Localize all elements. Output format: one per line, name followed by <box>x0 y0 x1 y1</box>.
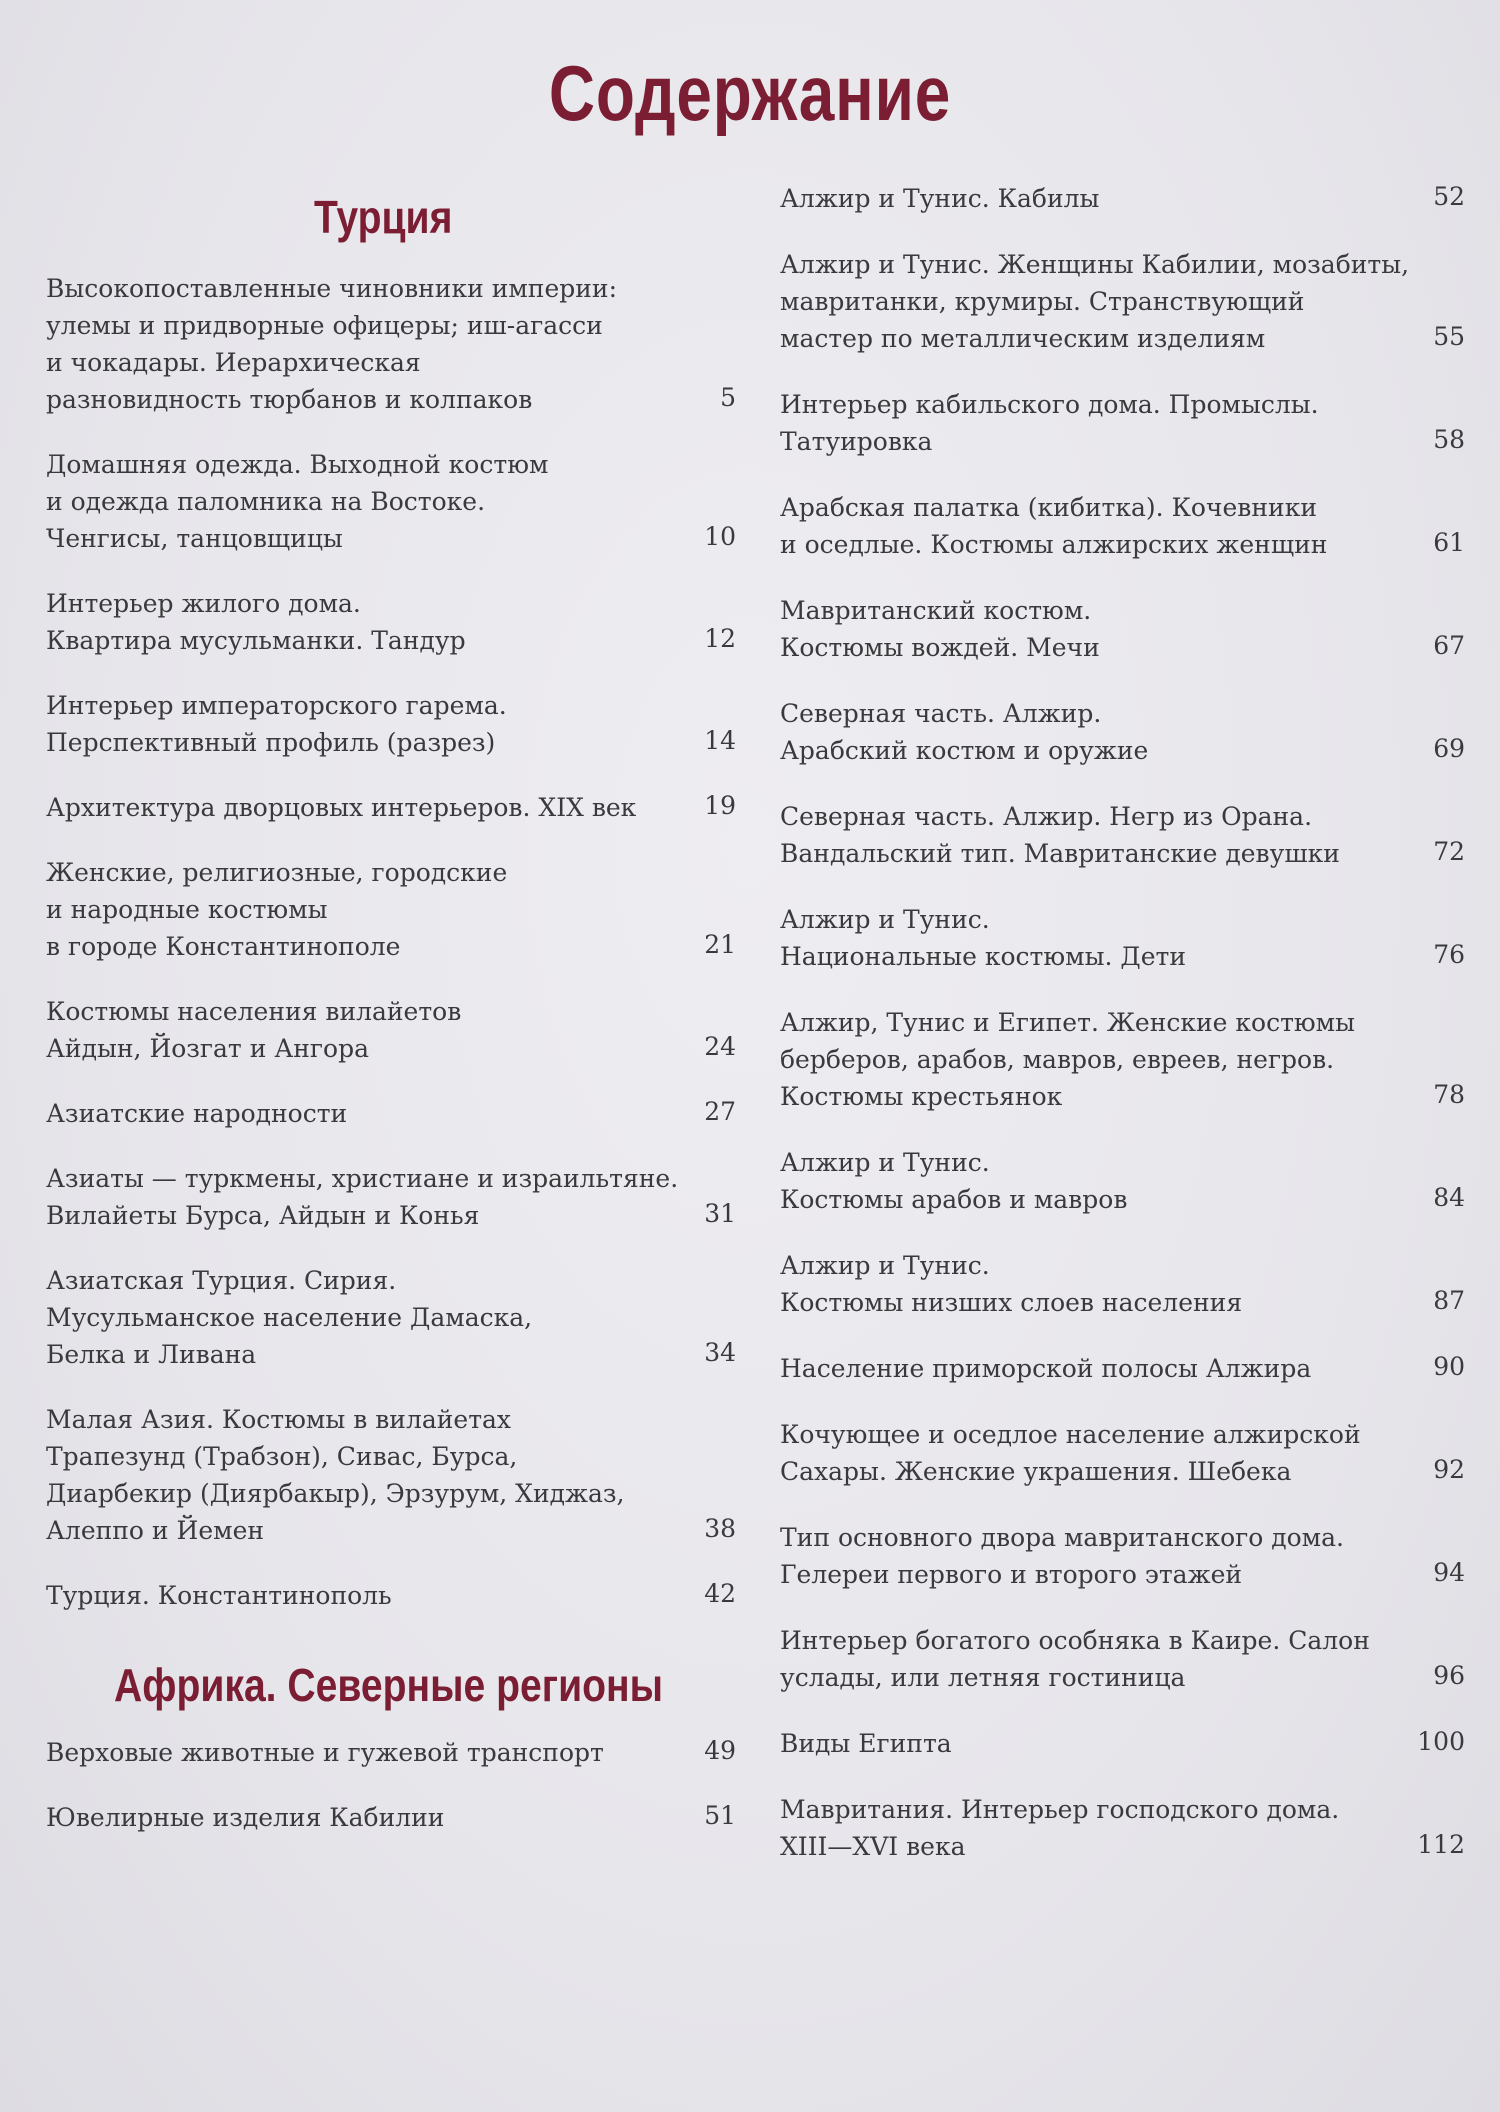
toc-entry-title-line: Алеппо и Йемен <box>46 1516 265 1545</box>
toc-entry <box>780 1416 1465 1490</box>
toc-entry-page-number: 27 <box>704 1097 736 1126</box>
toc-entry <box>46 854 736 965</box>
toc-entry-page-number: 92 <box>1433 1455 1465 1484</box>
toc-entry-title-line: Алжир и Тунис. <box>780 1148 990 1177</box>
toc-entry <box>780 798 1465 872</box>
toc-entry-page-number: 19 <box>704 791 736 820</box>
toc-entry <box>780 1791 1465 1865</box>
toc-entry-title-line: Костюмы крестьянок <box>780 1082 1063 1111</box>
toc-entry-title-line: Айдын, Йозгат и Ангора <box>46 1034 369 1063</box>
toc-entry-title-line: Квартира мусульманки. Тандур <box>46 626 466 655</box>
toc-entry-title-line: Мавританский костюм. <box>780 596 1092 625</box>
toc-entry <box>780 489 1465 563</box>
toc-entry <box>780 1144 1465 1218</box>
toc-entry-page-number: 14 <box>704 726 736 755</box>
toc-entry-title-line: Костюмы низших слоев населения <box>780 1288 1243 1317</box>
africa-entries-left <box>46 1734 736 1836</box>
toc-entry-title-line: Алжир, Тунис и Египет. Женские костюмы <box>780 1008 1356 1037</box>
toc-entry-page-number: 69 <box>1433 734 1465 763</box>
toc-entry-page-number: 90 <box>1433 1352 1465 1381</box>
toc-entry <box>780 1247 1465 1321</box>
toc-entry-title-line: Интерьер кабильского дома. Промыслы. <box>780 390 1319 419</box>
toc-entry <box>46 789 736 826</box>
toc-entry-title-line: Высокопоставленные чиновники империи: <box>46 274 618 303</box>
toc-entry-title-line: Костюмы арабов и мавров <box>780 1185 1128 1214</box>
toc-entry <box>46 1577 736 1614</box>
toc-entry-title-line: Сахары. Женские украшения. Шебека <box>780 1457 1292 1486</box>
toc-entry <box>46 1262 736 1373</box>
toc-entry-page-number: 84 <box>1433 1183 1465 1212</box>
toc-entry <box>780 1725 1465 1762</box>
toc-entry-page-number: 78 <box>1433 1080 1465 1109</box>
toc-entry-title-line: и чокадары. Иерархическая <box>46 348 421 377</box>
toc-entry <box>780 1350 1465 1387</box>
toc-entry <box>46 1401 736 1549</box>
toc-entry-title-line: Верховые животные и гужевой транспорт <box>46 1738 604 1767</box>
toc-entry <box>780 1004 1465 1115</box>
toc-entry-page-number: 52 <box>1433 182 1465 211</box>
toc-entry-title-line: Виды Египта <box>780 1729 952 1758</box>
toc-entry-title-line: разновидность тюрбанов и колпаков <box>46 385 533 414</box>
toc-entry-title-line: Архитектура дворцовых интерьеров. XIX век <box>46 793 637 822</box>
toc-entry-title-line: Северная часть. Алжир. Негр из Орана. <box>780 802 1313 831</box>
toc-entry <box>780 180 1465 217</box>
toc-entry-title-line: Интерьер жилого дома. <box>46 589 361 618</box>
toc-entry-title-line: Диарбекир (Диярбакыр), Эрзурум, Хиджаз, <box>46 1479 625 1508</box>
toc-entry-title-line: Малая Азия. Костюмы в вилайетах <box>46 1405 512 1434</box>
toc-entry-page-number: 10 <box>704 522 736 551</box>
toc-entry-page-number: 94 <box>1433 1558 1465 1587</box>
toc-entry-title-line: Алжир и Тунис. <box>780 905 990 934</box>
toc-entry <box>780 901 1465 975</box>
toc-entry-title-line: Ченгисы, танцовщицы <box>46 524 343 553</box>
toc-entry-page-number: 34 <box>704 1338 736 1367</box>
toc-entry-page-number: 5 <box>720 383 736 412</box>
toc-entry-title-line: Тип основного двора мавританского дома. <box>780 1523 1344 1552</box>
toc-entry-title-line: Интерьер императорского гарема. <box>46 691 507 720</box>
toc-entry-title-line: Северная часть. Алжир. <box>780 699 1102 728</box>
toc-entry-title-line: Перспективный профиль (разрез) <box>46 728 496 757</box>
toc-entry <box>780 1622 1465 1696</box>
right-column <box>780 180 1465 1894</box>
toc-entry-page-number: 72 <box>1433 837 1465 866</box>
toc-entry-title-line: Вандальский тип. Мавританские девушки <box>780 839 1340 868</box>
toc-entry-title-line: Алжир и Тунис. Женщины Кабилии, мозабиты, <box>780 250 1410 279</box>
page-title: Содержание <box>548 49 952 137</box>
toc-entry-title-line: в городе Константинополе <box>46 932 401 961</box>
toc-entry-title-line: и оседлые. Костюмы алжирских женщин <box>780 530 1328 559</box>
toc-entry <box>46 1734 736 1771</box>
left-column <box>46 190 736 1864</box>
toc-entry-title-line: Домашняя одежда. Выходной костюм <box>46 450 549 479</box>
toc-entry-page-number: 49 <box>704 1736 736 1765</box>
toc-entry-title-line: Ювелирные изделия Кабилии <box>46 1803 445 1832</box>
toc-entry-title-line: Национальные костюмы. Дети <box>780 942 1186 971</box>
africa-entries-right <box>780 180 1465 1865</box>
toc-entry-page-number: 87 <box>1433 1286 1465 1315</box>
toc-entry <box>780 592 1465 666</box>
toc-entry-title-line: Азиатская Турция. Сирия. <box>46 1266 397 1295</box>
toc-entry-title-line: мастер по металлическим изделиям <box>780 324 1266 353</box>
toc-entry-title-line: Татуировка <box>780 427 933 456</box>
toc-entry-title-line: Мусульманское население Дамаска, <box>46 1303 533 1332</box>
toc-entry-title-line: мавританки, крумиры. Странствующий <box>780 287 1305 316</box>
toc-entry-title-line: Женские, религиозные, городские <box>46 858 508 887</box>
toc-entry-title-line: улемы и придворные офицеры; иш-агасси <box>46 311 603 340</box>
toc-entry-title-line: Турция. Константинополь <box>46 1581 392 1610</box>
toc-entry <box>780 695 1465 769</box>
toc-entry <box>780 386 1465 460</box>
toc-entry-title-line: Арабский костюм и оружие <box>780 736 1149 765</box>
toc-entry-title-line: XIII—XVI века <box>780 1832 966 1861</box>
toc-entry <box>46 585 736 659</box>
toc-entry-title-line: Алжир и Тунис. <box>780 1251 990 1280</box>
toc-entry-title-line: и народные костюмы <box>46 895 328 924</box>
toc-entry-title-line: и одежда паломника на Востоке. <box>46 487 486 516</box>
toc-entry-page-number: 55 <box>1433 322 1465 351</box>
toc-entry <box>46 446 736 557</box>
toc-entry <box>46 270 736 418</box>
toc-entry <box>46 1095 736 1132</box>
toc-entry-title-line: Костюмы населения вилайетов <box>46 997 462 1026</box>
toc-entry-title-line: Интерьер богатого особняка в Каире. Салон <box>780 1626 1370 1655</box>
toc-entry-title-line: Гелереи первого и второго этажей <box>780 1560 1243 1589</box>
section-heading-turkey: Турция <box>314 191 453 243</box>
toc-entry-page-number: 61 <box>1433 528 1465 557</box>
toc-entry-title-line: Азиатские народности <box>46 1099 348 1128</box>
toc-entry-page-number: 21 <box>704 930 736 959</box>
toc-entry <box>780 1519 1465 1593</box>
toc-entry-title-line: Белка и Ливана <box>46 1340 257 1369</box>
toc-entry <box>780 246 1465 357</box>
toc-entry-title-line: Вилайеты Бурса, Айдын и Конья <box>46 1201 480 1230</box>
toc-entry-page-number: 58 <box>1433 425 1465 454</box>
toc-entry-page-number: 112 <box>1417 1830 1465 1859</box>
toc-entry-title-line: Мавритания. Интерьер господского дома. <box>780 1795 1340 1824</box>
turkey-entries <box>46 270 736 1614</box>
toc-entry-title-line: берберов, арабов, мавров, евреев, негров. <box>780 1045 1335 1074</box>
toc-entry-title-line: Костюмы вождей. Мечи <box>780 633 1100 662</box>
toc-entry-page-number: 38 <box>704 1514 736 1543</box>
toc-entry-title-line: Население приморской полосы Алжира <box>780 1354 1312 1383</box>
toc-entry-title-line: Алжир и Тунис. Кабилы <box>780 184 1100 213</box>
toc-entry-title-line: Азиаты — туркмены, христиане и израильтяне. <box>46 1164 679 1193</box>
toc-entry-page-number: 24 <box>704 1032 736 1061</box>
toc-entry <box>46 1799 736 1836</box>
toc-entry-page-number: 76 <box>1433 940 1465 969</box>
toc-entry-page-number: 67 <box>1433 631 1465 660</box>
toc-entry-page-number: 31 <box>704 1199 736 1228</box>
toc-entry-title-line: услады, или летняя гостиница <box>780 1663 1186 1692</box>
toc-entry-page-number: 100 <box>1417 1727 1465 1756</box>
section-heading-africa: Африка. Северные регионы <box>114 1659 664 1711</box>
toc-entry-title-line: Кочующее и оседлое население алжирской <box>780 1420 1361 1449</box>
toc-entry <box>46 993 736 1067</box>
toc-entry <box>46 687 736 761</box>
toc-entry-page-number: 42 <box>704 1579 736 1608</box>
toc-entry-title-line: Арабская палатка (кибитка). Кочевники <box>780 493 1317 522</box>
toc-entry-page-number: 51 <box>704 1801 736 1830</box>
toc-entry-title-line: Трапезунд (Трабзон), Сивас, Бурса, <box>46 1442 518 1471</box>
toc-entry-page-number: 96 <box>1433 1661 1465 1690</box>
toc-entry-page-number: 12 <box>704 624 736 653</box>
toc-entry <box>46 1160 736 1234</box>
